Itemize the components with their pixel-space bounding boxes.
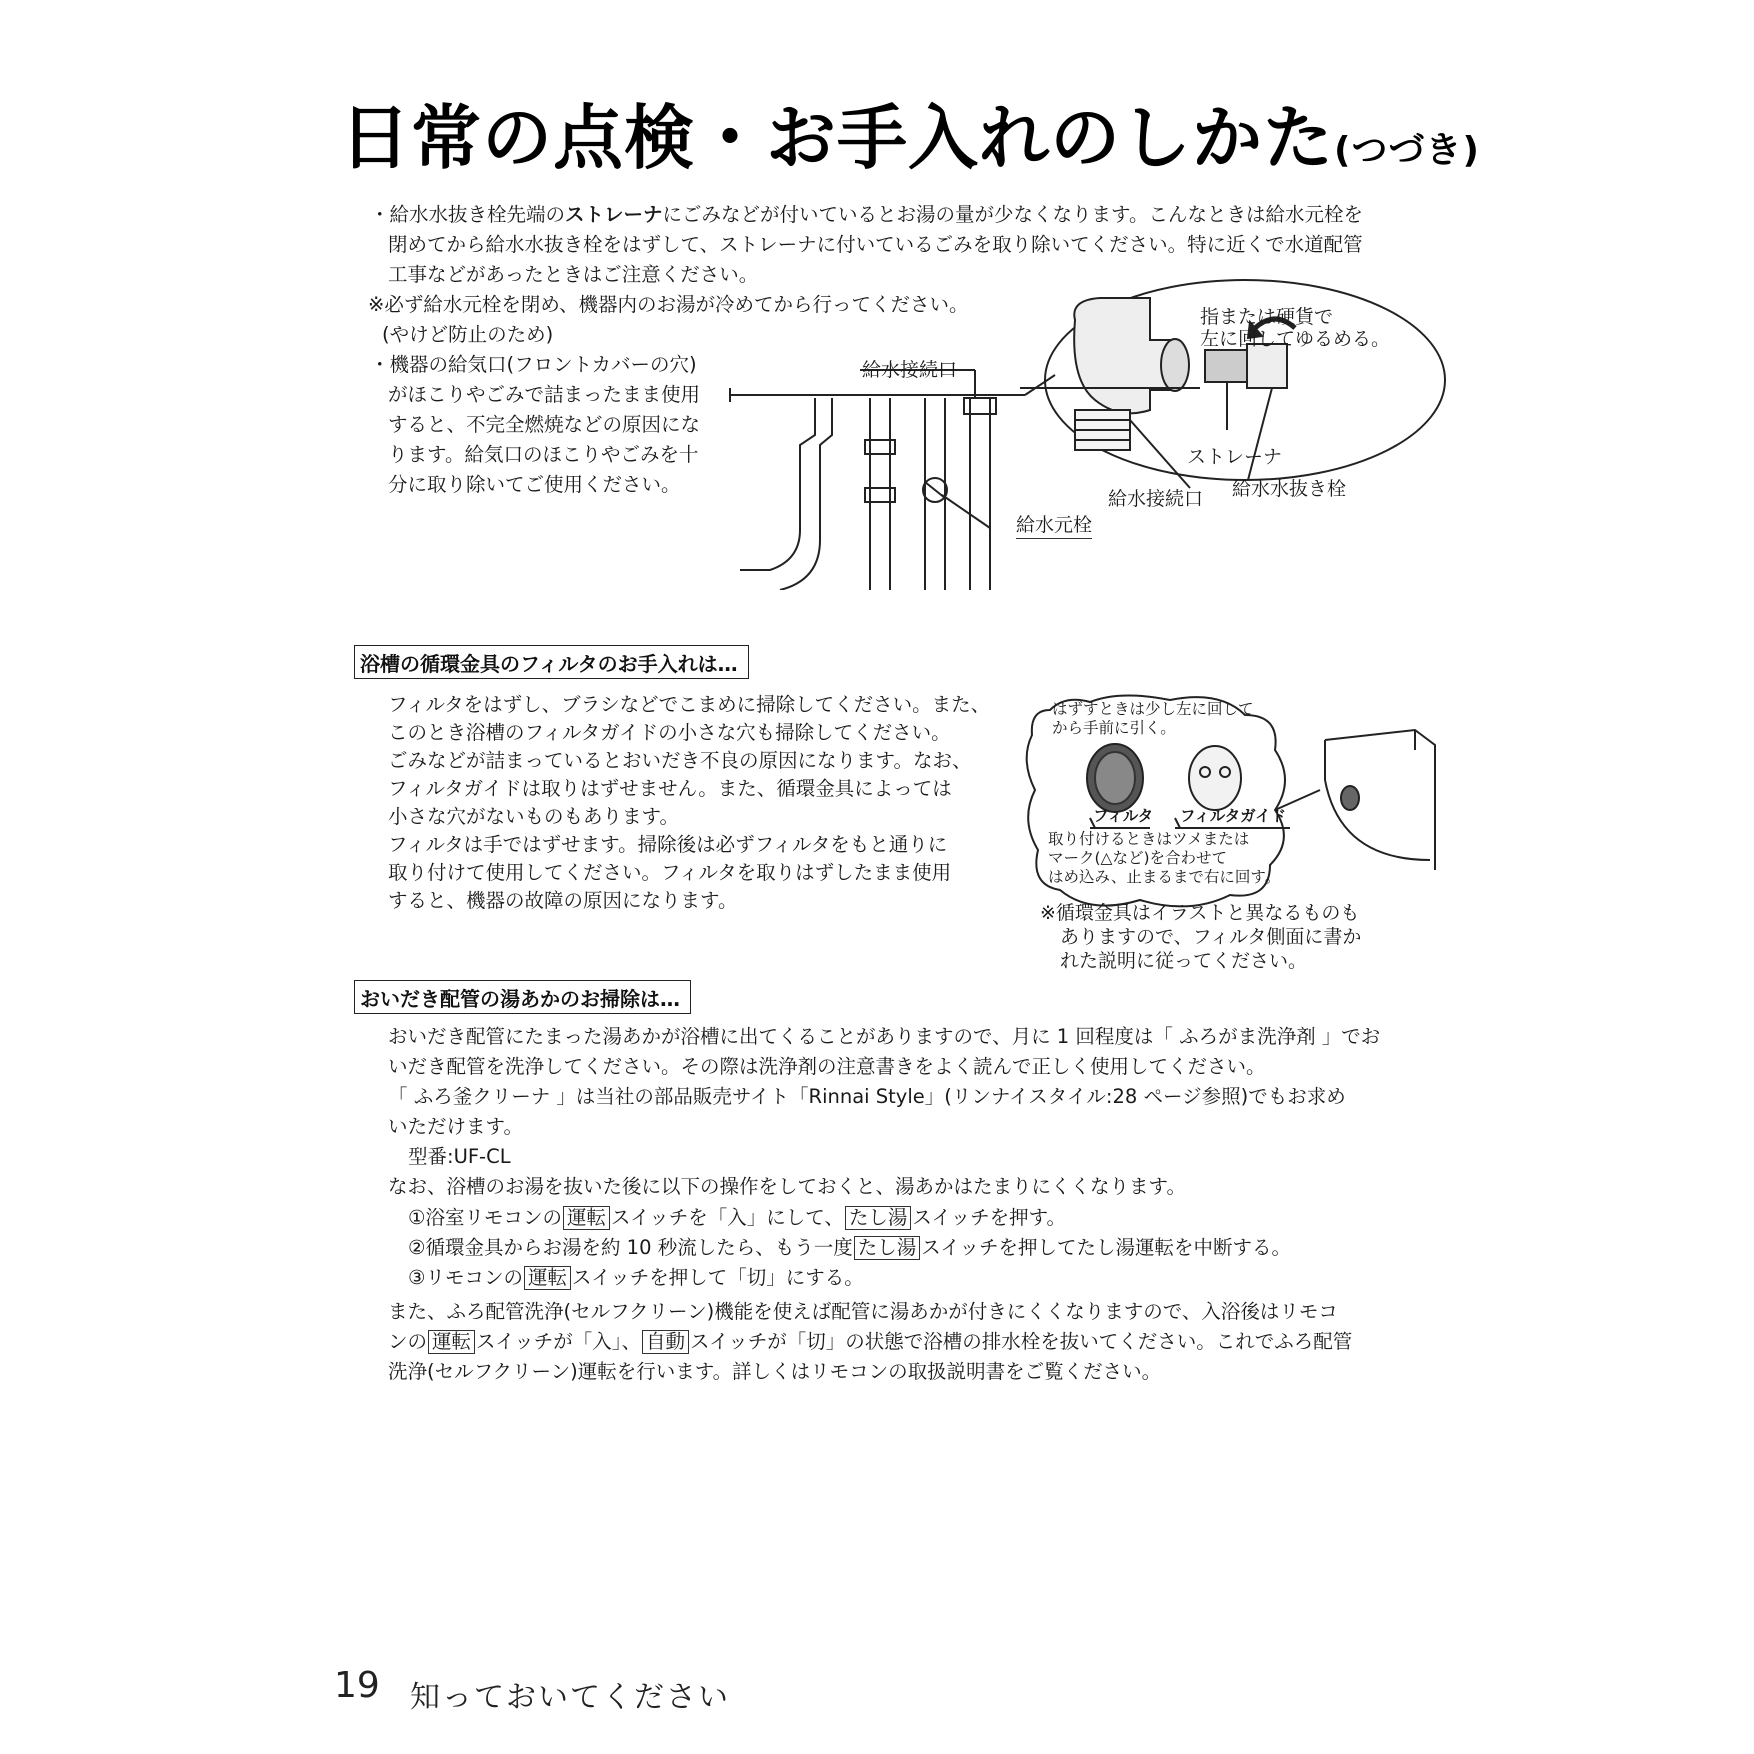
step2-text-a: ②循環金具からお湯を約 10 秒流したら、もう一度 [408,1236,853,1259]
filter-line-5: 小さな穴がないものもあります。 [388,805,679,828]
pipe-step1 [408,1203,1066,1233]
step1-text-a: ①浴室リモコンの [408,1206,562,1229]
p4-text-a: ンの [388,1330,428,1353]
drain-pipe-bend [740,480,820,590]
pipe-section-heading: おいだき配管の湯あかのお掃除は… [354,980,691,1014]
pipe-p4-line1: また、ふろ配管洗浄(セルフクリーン)機能を使えば配管に湯あかが付きにくくなりますので、入浴後はリモコ [388,1300,1338,1323]
pipe-p3: なお、浴槽のお湯を抜いた後に以下の操作をしておくと、湯あかはたまりにくくなります。 [388,1175,1186,1198]
filter-line-7: 取り付けて使用してください。フィルタを取りはずしたまま使用 [388,861,952,884]
filter-section-heading: 浴槽の循環金具のフィルタのお手入れは… [354,645,749,679]
step1-text-b: スイッチを「入」にして、 [611,1206,844,1229]
strainer-note-line1: ※必ず給水元栓を閉め、機器内のお湯が冷めてから行ってください。 [368,293,969,316]
step3-text-a: ③リモコンの [408,1266,523,1289]
pipe-model: 型番:UF-CL [408,1145,511,1168]
label-connection: 給水接続口 [1108,488,1204,510]
run-switch-button-3: 運転 [428,1330,475,1354]
filter-line-2: このとき浴槽のフィルタガイドの小さな穴も掃除してください。 [388,721,951,744]
filter-guide-shape [1189,746,1241,810]
pipe-p1-line1: おいだき配管にたまった湯あかが浴槽に出てくることがありますので、月に 1 回程度は「 ふろがま洗浄剤 」でお [388,1025,1381,1048]
label-drain-plug: 給水水抜き栓 [1232,478,1347,500]
intake-bullet-line5: 分に取り除いてご使用ください。 [388,473,681,496]
water-supply-diagram [720,270,1450,590]
label-turn-line2: 左に回してゆるめる。 [1200,328,1391,350]
label-filter-guide: フィルタガイド [1180,807,1287,825]
add-hot-water-button-2: たし湯 [854,1236,921,1260]
page-title-suffix: (つづき) [1334,130,1480,171]
bubble-bottom-line1: 取り付けるときはツメまたは [1048,830,1250,848]
strainer-bullet-line3: 工事などがあったときはご注意ください。 [388,263,759,286]
label-turn-line1: 指または硬貨で [1200,306,1334,328]
filter-line-1: フィルタをはずし、ブラシなどでこまめに掃除してください。また、 [388,693,991,716]
filter-line-8: すると、機器の故障の原因になります。 [388,889,738,912]
leader-connection [1130,420,1190,488]
filter-note-line2: ありますので、フィルタ側面に書か [1060,926,1362,948]
bathtub-inner [1325,780,1430,860]
step2-text-b: スイッチを押してたし湯運転を中断する。 [921,1236,1291,1259]
leader-main-valve [942,495,990,528]
intake-bullet-line1: ・機器の給気口(フロントカバーの穴) [370,353,697,376]
auto-switch-button: 自動 [642,1330,689,1354]
page-title [340,82,1480,183]
strainer-mesh [1205,350,1247,382]
bubble-top-line1: はずすときは少し左に回して [1052,700,1254,718]
outlet-opening [1161,339,1189,391]
filter-note-line1: ※循環金具はイラストと異なるものも [1040,902,1360,924]
strainer-bullet-line2: 閉めてから給水水抜き栓をはずして、ストレーナに付いているごみを取り除いてください。特に近くで水道配管 [388,233,1363,256]
zoom-connector [1025,375,1055,395]
label-filter: フィルタ [1093,807,1154,825]
intake-bullet-line3: すると、不完全燃焼などの原因にな [388,413,701,436]
section-name: 知っておいてください [410,1680,730,1715]
run-switch-button-2: 運転 [524,1266,571,1290]
filter-line-4: フィルタガイドは取りはずせません。また、循環金具によっては [388,777,952,800]
page-number: 19 [334,1665,380,1706]
page-title-main: 日常の点検・お手入れのしかた [340,97,1334,179]
elbow-fitting [1074,298,1175,413]
filter-mesh [1095,752,1135,804]
bubble-bottom-line3: はめ込み、止まるまで右に回す。 [1048,868,1281,886]
supply-pipe-2 [925,398,945,590]
bubble-top-line2: から手前に引く。 [1052,719,1176,737]
p4-text-b: スイッチが「入」、 [476,1330,642,1353]
strainer-text-post: にごみなどが付いているとお湯の量が少なくなります。こんなときは給水元栓を [662,203,1363,226]
pipe-p4-line2 [388,1327,1352,1357]
step3-text-b: スイッチを押して「切」にする。 [572,1266,864,1289]
hot-pipe [800,398,832,480]
p4-text-c: スイッチが「切」の状態で浴槽の排水栓を抜いてください。これでふろ配管 [690,1330,1353,1353]
label-connection-top: 給水接続口 [862,359,958,381]
pipe-p2-line2: いただけます。 [388,1115,523,1138]
pipe-step3 [408,1263,864,1293]
intake-bullet-line2: がほこりやごみで詰まったまま使用 [388,383,701,406]
run-switch-button: 運転 [563,1206,610,1230]
bathtub-fitting [1341,786,1359,810]
filter-note-line3: れた説明に従ってください。 [1060,950,1308,972]
intake-bullet-line4: ります。給気口のほこりやごみを十 [388,443,699,466]
strainer-term: ストレーナ [565,203,663,226]
label-main-valve: 給水元栓 [1016,510,1092,539]
strainer-text: ・給水水抜き栓先端の [370,203,566,226]
strainer-bullet-line1 [370,200,1363,230]
connection-fitting [964,398,996,414]
filter-line-6: フィルタは手ではずせます。掃除後は必ずフィルタをもと通りに [388,833,948,856]
pipe-p4-line3: 洗浄(セルフクリーン)運転を行います。詳しくはリモコンの取扱説明書をご覧ください。 [388,1360,1162,1383]
step1-text-c: スイッチを押す。 [912,1206,1067,1229]
label-strainer: ストレーナ [1187,446,1283,468]
supply-pipe-3 [970,398,990,590]
filter-line-3: ごみなどが詰まっているとおいだき不良の原因になります。なお、 [388,749,972,772]
add-hot-water-button: たし湯 [845,1206,912,1230]
pipe-p2-line1: 「 ふろ釜クリーナ 」は当社の部品販売サイト「Rinnai Style」(リンナイスタイル:28 ページ参照)でもお求め [388,1085,1346,1108]
pipe-p1-line2: いだき配管を洗浄してください。その際は洗浄剤の注意書きをよく読んで正しく使用してください。 [388,1055,1266,1078]
pipe-step2 [408,1233,1291,1263]
bubble-bottom-line2: マーク(△など)を合わせて [1048,849,1228,867]
supply-pipe-1 [870,398,890,590]
strainer-note-line2: (やけど防止のため) [382,323,554,346]
